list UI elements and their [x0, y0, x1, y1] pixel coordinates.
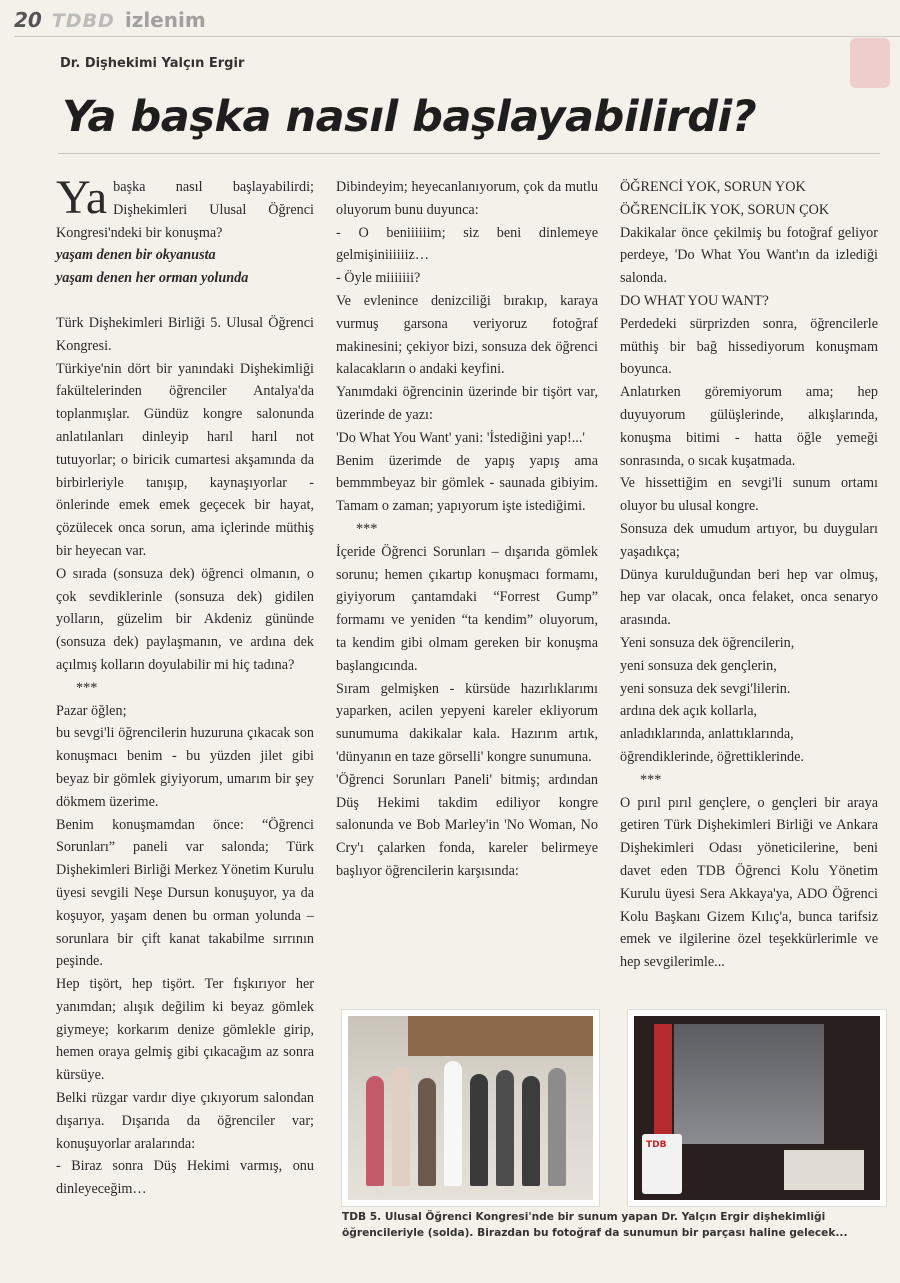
page-header: [14, 8, 206, 32]
paragraph: Türk Dişhekimleri Birliği 5. Ulusal Öğrenci Kongresi.: [56, 314, 314, 354]
paragraph: O sırada (sonsuza dek) öğrenci olmanın, o çok sevdiklerinle (sonsuza dek) gidilen yolların, güzelim bir Akdeniz gününde (sonsuza dek) paylaşmanın, ve ardına dek açılmış kolların doyulabilir mi hiç tadına?: [56, 565, 314, 673]
paragraph: Türkiye'nin dört bir yanındaki Dişhekimliği fakültelerinden öğrenciler Antalya'da toplanmışlar. Gündüz kongre salonunda anlatılanları dinleyip harıl harıl not tutuyorlar; o biricik cumartesi akşamında da birbirleriyle tanışıp, kaynaşıyorlar - önlerinde emek emek geçecek bir hayat, çözülecek onca sorun, ama içlerinde müthiş bir heyecan var.: [56, 360, 314, 559]
paragraph: Dakikalar önce çekilmiş bu fotoğraf geliyor perdeye, 'Do What You Want'ın da izlediği salonda.: [620, 224, 878, 287]
pergola-roof: [408, 1016, 593, 1056]
intro-block: [56, 171, 314, 244]
title-divider: [58, 153, 880, 154]
paragraph: Ve evlenince denizciliği bırakıp, karaya vurmuş garsona veriyoruz fotoğraf makinesini; çekiyor bizi, sonsuza dek öğrenci kalacakların o andaki keyfini.: [336, 292, 598, 378]
paragraph: İçeride Öğrenci Sorunları – dışarıda gömlek sorunu; hemen çıkartıp konuşmacı formamı, giyiyorum çantamdaki “Forrest Gump” formamı ve yeniden “ta kendim” oluyorum, ta kendim gibi olmam gereken bir konuşma başlangıcında.: [336, 543, 598, 674]
group-photo-scene: [348, 1016, 593, 1200]
paragraph: Pazar öğlen;: [56, 702, 127, 719]
paragraph: Anlatırken göremiyorum ama; hep duyuyorum gülüşlerinde, alkışlarında, konuşma bitimi - hatta öğle yemeği sonrasında, o sıcak kuşatmada.: [620, 384, 878, 469]
section-name: izlenim: [124, 8, 206, 32]
group-photo: [341, 1009, 600, 1207]
paragraph: Dibindeyim; heyecanlanıyorum, çok da mutlu oluyorum bunu duyunca:: [336, 179, 598, 218]
poem-line: yaşam denen bir okyanusta: [56, 247, 216, 264]
person-figure: [392, 1066, 410, 1186]
paragraph: Sonsuza dek umudum artıyor, bu duyguları yaşadıkça;: [620, 520, 878, 560]
paragraph: bu sevgi'li öğrencilerin huzuruna çıkacak son konuşmacı benim - bu yüzden jilet gibi beyaz bir gömlek giyiyorum, umarım bir şey dökmem üzerime.: [56, 725, 314, 810]
paragraph: O pırıl pırıl gençlere, o gençleri bir araya getiren Türk Dişhekimleri Birliği ve Ankara Dişhekimleri Odası yöneticilerine, beni davet eden TDB Öğrenci Kolu Yönetim Kurulu üyesi Sera Akkaya'ya, ADO Öğrenci Kolu Başkanı Gizem Kılıç'a, bunca tarifsiz emek ve ilgilerine özel teşekkürlerimle ve hep sevgilerimle...: [620, 794, 878, 971]
paragraph: Benim üzerimde de yapış yapış ama bemmmbeyaz bir gömlek - saunada gibiyim. Tamam o zaman; yapıyorum işte istediğimi.: [336, 452, 598, 515]
paragraph: - Biraz sonra Düş Hekimi varmış, onu dinleyeceğim…: [56, 1158, 314, 1198]
paragraph: Hep tişört, hep tişört. Ter fışkırıyor her yanımdan; alışık değilim ki beyaz gömlek giymeye; korkarım denize gömlekle girip, hemen oraya gelmiş gibi çıkacağım az sonra kürsüye.: [56, 976, 314, 1084]
paragraph: 'Öğrenci Sorunları Paneli' bitmiş; ardından Düş Hekimi takdim ediliyor kongre salonunda ve Bob Marley'in 'No Woman, No Cry'ı çalarken fonda, kareler belirmeye başlıyor öğrencilerin karşısında:: [336, 771, 598, 879]
paragraph: Yanımdaki öğrencinin üzerinde bir tişört var, üzerinde de yazı:: [336, 384, 598, 423]
projection-screen: [674, 1024, 824, 1144]
paragraph: öğrendiklerinde, öğrettiklerinde.: [620, 748, 804, 765]
column-1: [56, 171, 314, 1201]
page-number: 20: [14, 8, 42, 32]
red-banner: [654, 1024, 672, 1144]
paragraph: yeni sonsuza dek sevgi'lilerin.: [620, 680, 791, 697]
drop-cap: Ya: [56, 171, 108, 224]
presentation-scene: [634, 1016, 880, 1200]
paragraph: Sıram gelmişken - kürsüde hazırlıklarımı yaparken, acilen yepyeni kareler ekliyorum sunumuma dakikalar kala. Hazırım artık, 'dünyanın en taze görselli' kongre sunumuna.: [336, 680, 598, 765]
podium: [642, 1134, 682, 1194]
ad-logo-mark: [850, 38, 890, 88]
podium-logo: TDB: [646, 1140, 667, 1150]
paragraph: ardına dek açık kollarla,: [620, 703, 758, 720]
section-separator: ***: [76, 679, 98, 696]
paragraph: Benim konuşmamdan önce: “Öğrenci Sorunları” paneli var salonda; Türk Dişhekimleri Birliği Merkez Yönetim Kurulu üyesi sevgili Neşe Dursun konuşuyor, ya da koşuyor, yaşam denen bu orman yolunda – sorunlara bir çift kanat takabilme sırrının peşinde.: [56, 816, 314, 970]
photo-caption: TDB 5. Ulusal Öğrenci Kongresi'nde bir sunum yapan Dr. Yalçın Ergir dişhekimliği öğrencileriyle (solda). Birazdan bu fotoğraf da sunumun bir parçası haline gelecek...: [342, 1211, 848, 1239]
person-figure: [522, 1076, 540, 1186]
intro-text: başka nasıl başlayabilirdi; Dişhekimleri Ulusal Öğrenci Kongresi'ndeki bir konuşma?: [56, 179, 314, 241]
person-figure: [496, 1070, 514, 1186]
paragraph: Yeni sonsuza dek öğrencilerin,: [620, 634, 795, 651]
section-separator: ***: [640, 771, 662, 788]
person-figure: [470, 1074, 488, 1186]
paragraph: - O beniiiiiim; siz beni dinlemeye gelmişiniiiiiiz…: [336, 224, 598, 264]
presentation-photo: [627, 1009, 887, 1207]
person-figure: [548, 1068, 566, 1186]
person-figure: [444, 1061, 462, 1186]
paragraph: ÖĞRENCİLİK YOK, SORUN ÇOK: [620, 201, 830, 218]
section-separator: ***: [356, 520, 378, 537]
paragraph: Belki rüzgar vardır diye çıkıyorum salondan dışarıya. Dışarıda da öğrenciler var; konuşuyorlar aralarında:: [56, 1090, 314, 1152]
stage-table: [784, 1150, 864, 1190]
paragraph: Dünya kurulduğundan beri hep var olmuş, hep var olacak, onca felaket, onca senaryo arasında.: [620, 566, 878, 629]
paragraph: ÖĞRENCİ YOK, SORUN YOK: [620, 179, 806, 195]
person-figure: [366, 1076, 384, 1186]
paragraph: Perdedeki sürprizden sonra, öğrencilerle müthiş bir bağ hissediyorum konuşmam boyunca.: [620, 315, 878, 378]
paragraph: Ve hissettiğim en sevgi'li sunum ortamı oluyor bu ulusal kongre.: [620, 475, 878, 515]
author-byline: Dr. Dişhekimi Yalçın Ergir: [60, 56, 245, 71]
publication-name: TDBD: [51, 10, 115, 32]
poem-line: yaşam denen her orman yolunda: [56, 270, 249, 287]
column-2: [336, 176, 598, 883]
article-title: Ya başka nasıl başlayabilirdi?: [62, 92, 757, 142]
paragraph: 'Do What You Want' yani: 'İstediğini yap!...': [336, 429, 585, 446]
column-3: [620, 176, 878, 974]
person-figure: [418, 1078, 436, 1186]
paragraph: DO WHAT YOU WANT?: [620, 292, 769, 309]
paragraph: - Öyle miiiiiii?: [336, 270, 421, 287]
paragraph: yeni sonsuza dek gençlerin,: [620, 657, 777, 674]
paragraph: anladıklarında, anlattıklarında,: [620, 726, 794, 743]
